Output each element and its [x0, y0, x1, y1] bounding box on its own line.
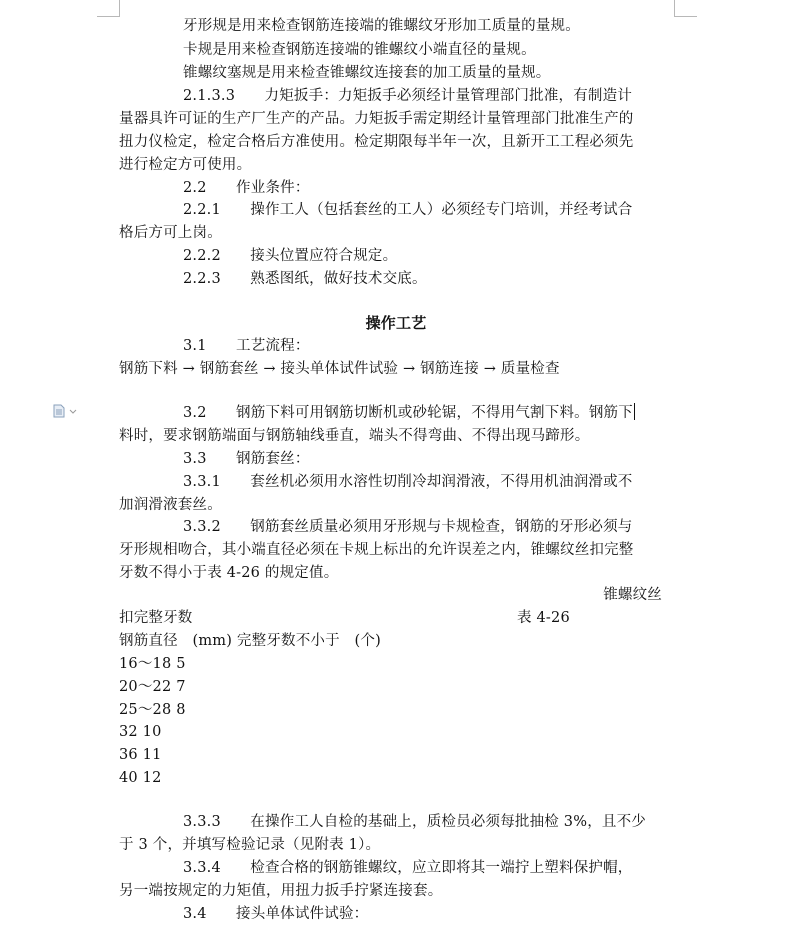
table-title-row: [119, 608, 679, 628]
paragraph-line: 卡规是用来检查钢筋连接端的锥螺纹小端直径的量规。: [183, 42, 536, 58]
paragraph-line: 另一端按规定的力矩值，用扭力扳手拧紧连接套。: [119, 883, 443, 899]
page-corner-mark-top-left: [97, 0, 120, 17]
table-row: 16～18 5: [119, 656, 186, 672]
paragraph-line: 牙形规相吻合，其小端直径必须在卡规上标出的允许误差之内，锥螺纹丝扣完整: [119, 542, 634, 558]
paragraph-line: 2.2.2 接头位置应符合规定。: [183, 248, 398, 264]
table-row: 36 11: [119, 747, 162, 763]
section-heading: 2.2 作业条件：: [183, 180, 310, 196]
table-row: 25～28 8: [119, 702, 186, 718]
paragraph-line: 3.3.4 检查合格的钢筋锥螺纹，应立即将其一端拧上塑料保护帽，: [183, 860, 633, 876]
section-heading: 3.3 钢筋套丝：: [183, 451, 310, 467]
paragraph-line: 3.3.1 套丝机必须用水溶性切削冷却润滑液，不得用机油润滑或不: [183, 474, 633, 490]
table-row: 40 12: [119, 770, 162, 786]
chapter-title: 操作工艺: [365, 314, 427, 332]
process-flow: 钢筋下料 → 钢筋套丝 → 接头单体试件试验 → 钢筋连接 → 质量检查: [119, 361, 560, 377]
table-row: 20～22 7: [119, 679, 186, 695]
table-number: 表 4-26: [517, 610, 570, 626]
paragraph-line: 锥螺纹塞规是用来检查锥螺纹连接套的加工质量的量规。: [183, 65, 551, 81]
table-title-part: 扣完整牙数: [119, 610, 193, 626]
paragraph-line: 2.2.3 熟悉图纸，做好技术交底。: [183, 271, 427, 287]
text-cursor: [634, 403, 635, 420]
paragraph-line: 格后方可上岗。: [119, 225, 222, 241]
paragraph-line: 料时，要求钢筋端面与钢筋轴线垂直，端头不得弯曲、不得出现马蹄形。: [119, 428, 590, 444]
table-header: 钢筋直径 (mm) 完整牙数不小于 (个): [119, 633, 381, 649]
paragraph-line: [183, 403, 743, 423]
paragraph-line: 牙数不得小于表 4-26 的规定值。: [119, 565, 339, 581]
paragraph-text: 3.2 钢筋下料可用钢筋切断机或砂轮锯，不得用气割下料。钢筋下: [183, 405, 633, 421]
paragraph-line: 3.3.3 在操作工人自检的基础上，质检员必须每批抽检 3%，且不少: [183, 814, 647, 830]
paragraph-line: 扭力仪检定，检定合格后方准使用。检定期限每半年一次，且新开工工程必须先: [119, 134, 634, 150]
paragraph-line: 2.2.1 操作工人（包括套丝的工人）必须经专门培训，并经考试合: [183, 202, 633, 218]
paragraph-line: 2.1.3.3 力矩扳手：力矩扳手必须经计量管理部门批准，有制造计: [183, 88, 633, 104]
paragraph-line: 进行检定方可使用。: [119, 157, 252, 173]
table-title-part: 锥螺纹丝: [603, 587, 662, 603]
table-row: 32 10: [119, 724, 162, 740]
paragraph-line: 牙形规是用来检查钢筋连接端的锥螺纹牙形加工质量的量规。: [183, 18, 580, 34]
document-icon[interactable]: [53, 403, 79, 417]
page-corner-mark-top-right: [674, 0, 697, 17]
paragraph-line: 于 3 个，并填写检验记录（见附表 1）。: [119, 837, 381, 853]
paragraph-line: 量器具许可证的生产厂生产的产品。力矩扳手需定期经计量管理部门批准生产的: [119, 111, 634, 127]
section-heading: 3.4 接头单体试件试验：: [183, 906, 369, 922]
section-heading: 3.1 工艺流程：: [183, 338, 310, 354]
paragraph-line: 加润滑液套丝。: [119, 497, 222, 513]
paragraph-line: 3.3.2 钢筋套丝质量必须用牙形规与卡规检查，钢筋的牙形必须与: [183, 519, 633, 535]
